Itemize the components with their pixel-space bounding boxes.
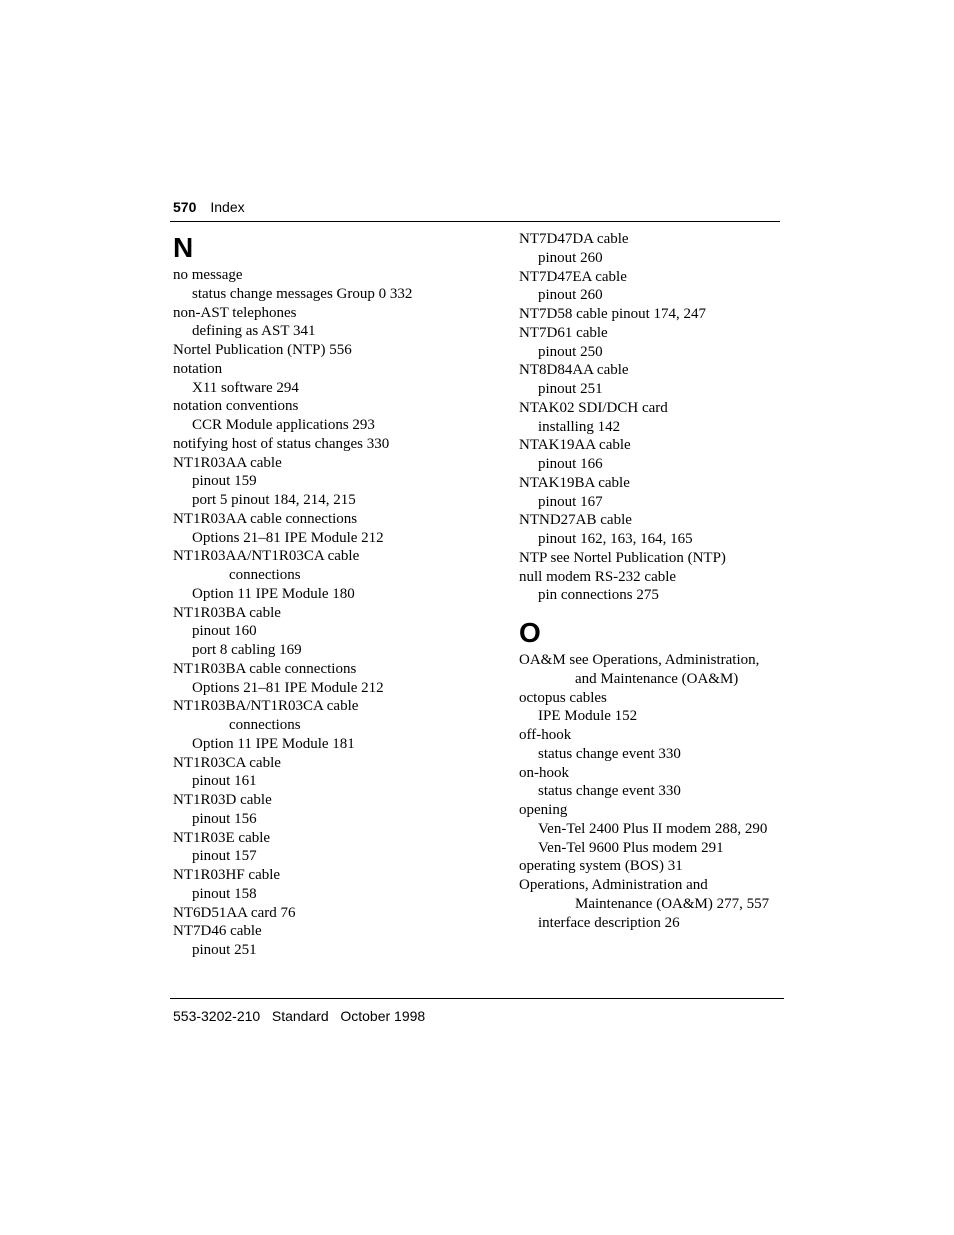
index-entry: opening: [519, 802, 568, 818]
index-entry: notation: [173, 360, 223, 377]
index-entry: NT1R03AA cable connections: [173, 510, 358, 527]
index-entry: notifying host of status changes 330: [173, 435, 390, 452]
index-entry: NT7D58 cable pinout 174, 247: [519, 306, 707, 322]
page-number: 570: [173, 199, 197, 215]
index-entry: NT7D61 cable: [519, 324, 608, 341]
index-subentry: pinout 162, 163, 164, 165: [538, 531, 693, 547]
index-column-right: [519, 230, 789, 932]
index-entry: NT1R03BA/NT1R03CA cable: [173, 698, 359, 715]
index-entry: NT1R03BA cable: [173, 604, 281, 621]
footer-rule: [170, 998, 784, 999]
index-subentry: status change messages Group 0 332: [192, 285, 413, 302]
index-subentry: pinout 160: [192, 623, 257, 640]
index-subentry: pinout 157: [192, 848, 257, 865]
index-entry: NTND27AB cable: [519, 512, 632, 529]
index-entry: NT6D51AA card 76: [173, 904, 296, 921]
index-subentry: X11 software 294: [192, 379, 299, 396]
index-entry: null modem RS-232 cable: [519, 568, 677, 585]
index-subentry: Options 21–81 IPE Module 212: [192, 679, 384, 696]
index-subentry: and Maintenance (OA&M): [575, 670, 739, 687]
index-entry: NT7D47DA cable: [519, 231, 629, 247]
index-subentry: Option 11 IPE Module 180: [192, 585, 355, 602]
index-subentry: pinout 156: [192, 810, 257, 827]
index-entry: NT1R03E cable: [173, 829, 271, 846]
page-header: [173, 199, 245, 215]
index-entries-n-right: [519, 230, 789, 605]
index-subentry: pinout 260: [538, 287, 603, 304]
index-subentry: port 8 cabling 169: [192, 642, 302, 658]
index-entry: NTAK19AA cable: [519, 437, 631, 454]
index-entry: Nortel Publication (NTP) 556: [173, 342, 352, 358]
index-entry: NT1R03AA/NT1R03CA cable: [173, 548, 360, 565]
index-entry: on-hook: [519, 764, 569, 781]
index-entry: NT8D84AA cable: [519, 362, 629, 379]
doc-status: Standard: [271, 1008, 329, 1024]
index-entry: NT7D46 cable: [173, 923, 262, 940]
page-footer: [173, 1008, 425, 1024]
index-column-left: [173, 230, 503, 960]
index-entry: off-hook: [519, 727, 572, 743]
index-entry: NT7D47EA cable: [519, 268, 627, 285]
index-subentry: Ven-Tel 9600 Plus modem 291: [538, 839, 724, 856]
index-entry: NT1R03D cable: [173, 792, 272, 808]
index-subentry: status change event 330: [538, 783, 681, 800]
index-subentry: Ven-Tel 2400 Plus II modem 288, 290: [538, 820, 768, 837]
index-entry: NT1R03AA cable: [173, 454, 282, 471]
index-entry: NTAK02 SDI/DCH card: [519, 399, 668, 416]
index-subentry: port 5 pinout 184, 214, 215: [192, 492, 356, 508]
index-subentry: pinout 251: [192, 942, 257, 958]
index-subentry: pinout 167: [538, 493, 603, 510]
index-subentry: pinout 166: [538, 456, 603, 472]
index-subentry: connections: [229, 567, 301, 583]
index-entry: NT1R03HF cable: [173, 867, 281, 883]
index-subentry: Options 21–81 IPE Module 212: [192, 529, 384, 546]
index-subentry: IPE Module 152: [538, 708, 638, 725]
index-letter-o: O: [519, 617, 541, 648]
index-subentry: pinout 251: [538, 381, 603, 397]
section-title: Index: [210, 199, 245, 215]
index-subentry: Option 11 IPE Module 181: [192, 735, 355, 752]
index-subentry: pinout 260: [538, 249, 603, 266]
index-entry: NT1R03CA cable: [173, 754, 281, 771]
index-entry: notation conventions: [173, 398, 299, 415]
index-subentry: Maintenance (OA&M) 277, 557: [575, 895, 770, 912]
index-entry: NT1R03BA cable connections: [173, 660, 357, 677]
doc-number: 553-3202-210: [173, 1008, 261, 1024]
doc-date: October 1998: [340, 1008, 426, 1024]
index-entry: no message: [173, 267, 243, 283]
index-entries-o: [519, 651, 789, 932]
index-subentry: connections: [229, 717, 301, 733]
index-entry: non-AST telephones: [173, 304, 297, 321]
index-letter-n: N: [173, 232, 194, 263]
index-entry: operating system (BOS) 31: [519, 858, 683, 875]
index-entry: OA&M see Operations, Administration,: [519, 652, 760, 668]
index-subentry: interface description 26: [538, 914, 680, 931]
index-subentry: pinout 250: [538, 343, 603, 360]
index-entry: NTP see Nortel Publication (NTP): [519, 549, 726, 566]
index-entries-n-left: [173, 266, 503, 960]
index-entry: Operations, Administration and: [519, 877, 708, 893]
index-subentry: pin connections 275: [538, 587, 659, 604]
index-subentry: installing 142: [538, 418, 621, 435]
index-subentry: defining as AST 341: [192, 323, 316, 340]
index-subentry: status change event 330: [538, 745, 681, 762]
index-subentry: pinout 158: [192, 885, 257, 902]
index-subentry: pinout 161: [192, 773, 257, 790]
index-subentry: CCR Module applications 293: [192, 417, 375, 433]
index-subentry: pinout 159: [192, 473, 257, 490]
index-entry: octopus cables: [519, 689, 607, 706]
header-rule: [170, 221, 780, 222]
index-entry: NTAK19BA cable: [519, 474, 630, 491]
